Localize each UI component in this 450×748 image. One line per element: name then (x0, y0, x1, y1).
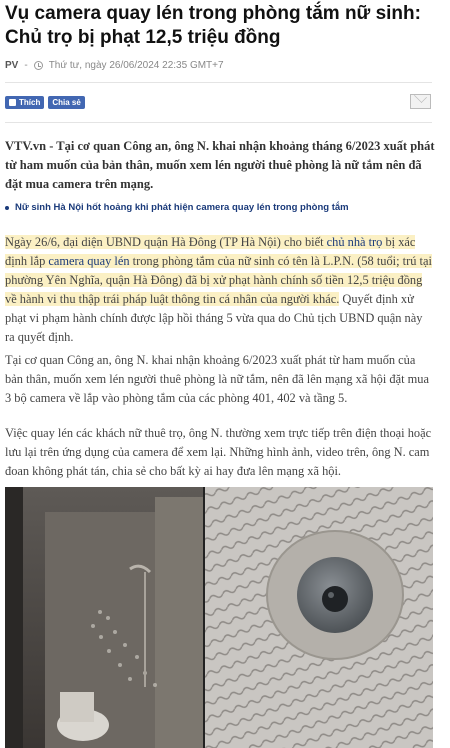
mail-icon[interactable] (410, 94, 431, 109)
facebook-share-button[interactable] (48, 96, 84, 109)
text-run: trong phòng tắm của nữ sinh có tên là L.P.N. (58 tuổi; trú tại phường Yên Nghĩa, quận Hà Đông) đã bị xử phạt hành chính số tiền 12,5 triệu đồng về hành vi thu thập trái pháp luật thông tin cá nhân của người khác. (5, 254, 432, 306)
divider (5, 82, 432, 83)
like-label: Thích (19, 98, 41, 107)
article-title: Vụ camera quay lén trong phòng tắm nữ sinh: Chủ trọ bị phạt 12,5 triệu đồng (5, 3, 421, 48)
article-photo (5, 487, 433, 748)
author-name: PV (5, 60, 19, 71)
bathroom-camera-photo (5, 487, 433, 748)
article-paragraph: Tại cơ quan Công an, ông N. khai nhận khoảng 6/2023 xuất phát từ ham muốn của bản thân, muốn xem lén người thuê phòng là nữ tắm, nên đã lên mạng xã hội đặt mua 3 bộ camera về lắp vào phòng tắm của các phòng 401, 402 và tầng 5. (5, 353, 429, 405)
bullet-icon (5, 206, 9, 210)
related-link-text[interactable]: Nữ sinh Hà Nội hốt hoảng khi phát hiện camera quay lén trong phòng tắm (15, 202, 349, 213)
inline-link-camera-quay-len[interactable]: camera quay lén (48, 254, 130, 268)
related-article-link[interactable] (5, 201, 435, 215)
article-sapo: VTV.vn - Tại cơ quan Công an, ông N. khai nhận khoảng tháng 6/2023 xuất phát từ ham muốn của bản thân, muốn xem lén người thuê phòng là nữ tắm nên đã đặt mua camera trên mạng. (5, 139, 435, 191)
meta-separator: - (24, 60, 28, 71)
article-paragraph (5, 233, 433, 347)
text-run: Quyết định xử phạt vi phạm hành chính được lập hồi tháng 5 vừa qua do Chủ tịch UBND quận này ra quyết định. (5, 292, 423, 344)
publish-datetime: Thứ tư, ngày 26/06/2024 22:35 GMT+7 (48, 60, 224, 71)
share-label: Chia sẻ (52, 98, 81, 107)
article-meta (5, 60, 224, 71)
text-run: Ngày 26/6, đại diện UBND quận Hà Đông (TP Hà Nội) cho biết (5, 235, 327, 249)
clock-icon (34, 61, 43, 70)
social-buttons (5, 96, 85, 109)
article-paragraph: Việc quay lén các khách nữ thuê trọ, ông N. thường xem trực tiếp trên điện thoại hoặc lưu lại trên ứng dụng của camera để xem lại. Những hình ảnh, video trên, ông N. cam đoan không phát tán, chia sẻ cho bất kỳ ai hay đưa lên mạng xã hội. (5, 426, 432, 478)
text-run: bị xác định lắp (5, 235, 416, 268)
divider (5, 122, 432, 123)
thumbs-up-icon (9, 99, 16, 106)
facebook-like-button[interactable] (5, 96, 44, 109)
inline-link-chu-nha-tro[interactable]: chủ nhà trọ (326, 235, 383, 249)
